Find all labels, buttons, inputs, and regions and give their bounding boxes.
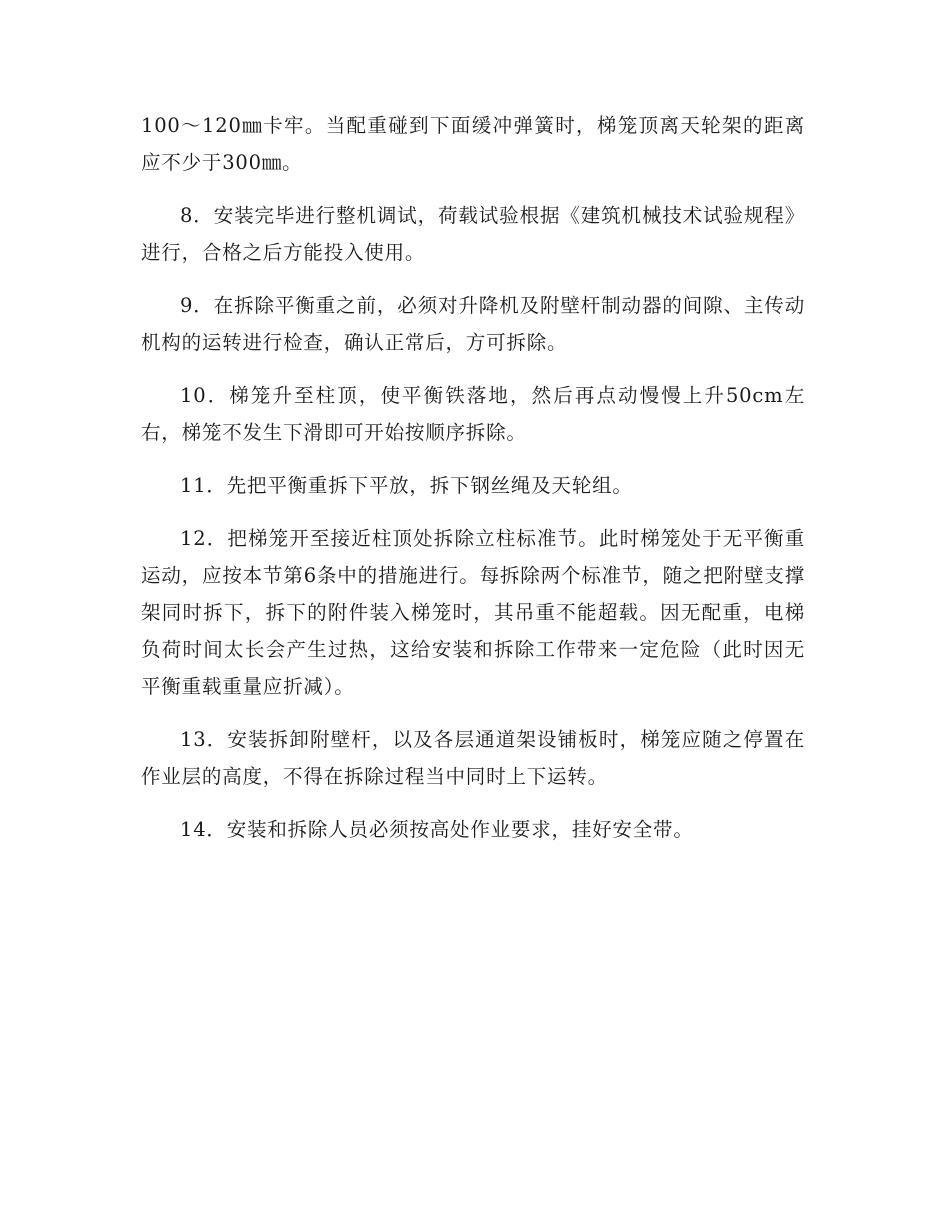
paragraph-item-8: 8．安装完毕进行整机调试，荷载试验根据《建筑机械技术试验规程》进行，合格之后方能投入使用。	[141, 204, 805, 264]
paragraph-item-13: 13．安装拆卸附壁杆，以及各层通道架设铺板时，梯笼应随之停置在作业层的高度，不得在拆除过程当中同时上下运转。	[141, 728, 805, 788]
paragraph-item-12: 12．把梯笼开至接近柱顶处拆除立柱标准节。此时梯笼处于无平衡重运动，应按本节第6条中的措施进行。每拆除两个标准节，随之把附壁支撑架同时拆下，拆下的附件装入梯笼时，其吊重不能超载。因无配重，电梯负荷时间太长会产生过热，这给安装和拆除工作带来一定危险（此时因无平衡重载重量应折减）。	[141, 527, 805, 698]
paragraph-item-9: 9．在拆除平衡重之前，必须对升降机及附壁杆制动器的间隙、主传动机构的运转进行检查，确认正常后，方可拆除。	[141, 294, 805, 354]
document-body	[141, 107, 805, 864]
paragraph-item-10: 10．梯笼升至柱顶，使平衡铁落地，然后再点动慢慢上升50cm左右，梯笼不发生下滑即可开始按顺序拆除。	[141, 384, 805, 444]
paragraph-item-14: 14．安装和拆除人员必须按高处作业要求，挂好安全带。	[180, 818, 694, 841]
paragraph-continuation: 100～120㎜卡牢。当配重碰到下面缓冲弹簧时，梯笼顶离天轮架的距离应不少于300㎜。	[141, 114, 805, 174]
paragraph-item-11: 11．先把平衡重拆下平放，拆下钢丝绳及天轮组。	[180, 474, 633, 497]
